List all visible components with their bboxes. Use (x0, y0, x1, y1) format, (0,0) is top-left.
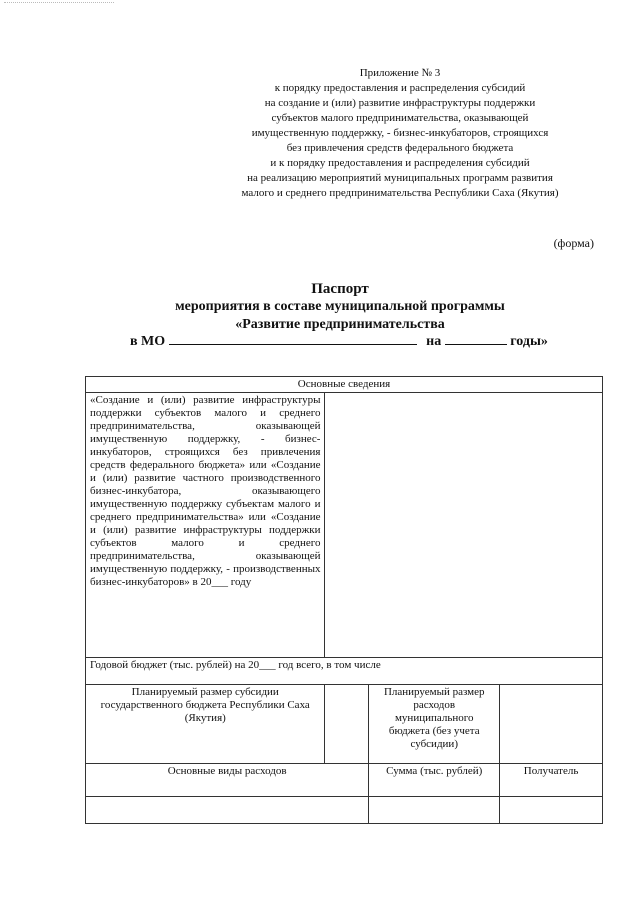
table-row (86, 685, 603, 764)
planned-state-subsidy-label: Планируемый размер субсидии государственного бюджета Республики Саха (Якутия) (86, 685, 325, 764)
scan-artifact (4, 2, 114, 7)
col-sum: Сумма (тыс. рублей) (369, 764, 500, 797)
title-line-2: мероприятия в составе муниципальной программы (175, 299, 505, 314)
mo-prefix: в МО (130, 334, 166, 349)
table-row (86, 658, 603, 685)
table-row (86, 393, 603, 658)
measure-description: «Создание и (или) развитие инфраструктуры поддержки субъектов малого и среднего предпринимательства, оказывающей имущественную поддержку, - бизнес-инкубаторов, строящихся без привлечения средств федерального бюджета» или «Создание и (или) развитие частного производственного бизнес-инкубатора, оказывающего имущественную поддержку субъектам малого и среднего предпринимательства» или «Создание и (или) развитие инфраструктуры поддержки субъектов малого и среднего предпринимательства, оказывающей имущественную поддержку, - производственных бизнес-инкубаторов» в 20___ году (86, 393, 325, 658)
header-line: к порядку предоставления и распределения субсидий (274, 82, 526, 94)
header-line: имущественную поддержку, - бизнес-инкубаторов, строящихся (251, 127, 549, 139)
annual-budget: Годовой бюджет (тыс. рублей) на 20___ год всего, в том числе (86, 658, 603, 685)
header-line: и к порядку предоставления и распределения субсидий (270, 157, 530, 169)
table-row (86, 764, 603, 797)
sum-cell (369, 797, 500, 824)
form-label: (форма) (553, 236, 594, 250)
document-title (60, 280, 620, 334)
measure-value-cell (325, 393, 603, 658)
section-heading: Основные сведения (86, 377, 603, 393)
title-line-3: «Развитие предпринимательства (235, 317, 445, 332)
col-recipient: Получатель (500, 764, 603, 797)
header-line: на реализацию мероприятий муниципальных программ развития (247, 172, 553, 184)
expense-type-cell (86, 797, 369, 824)
mo-name-blank (169, 332, 417, 345)
mo-line (130, 332, 548, 350)
table-row (86, 797, 603, 824)
header-line: малого и среднего предпринимательства Республики Саха (Якутия) (241, 187, 559, 199)
mo-suffix: годы» (510, 334, 548, 349)
recipient-cell (500, 797, 603, 824)
title-passport: Паспорт (311, 281, 369, 297)
mo-middle: на (426, 334, 442, 349)
passport-table (85, 376, 603, 824)
table-row (86, 377, 603, 393)
header-line: на создание и (или) развитие инфраструктуры поддержки (264, 97, 536, 109)
header-line: субъектов малого предпринимательства, оказывающей (271, 112, 529, 124)
years-blank (445, 332, 507, 345)
planned-state-subsidy-value (325, 685, 369, 764)
planned-municipal-value (500, 685, 603, 764)
header-line: Приложение № 3 (359, 67, 441, 79)
planned-municipal-label: Планируемый размер расходов муниципального бюджета (без учета субсидии) (369, 685, 500, 764)
appendix-header (190, 66, 610, 201)
col-expense-types: Основные виды расходов (86, 764, 369, 797)
header-line: без привлечения средств федерального бюджета (286, 142, 514, 154)
